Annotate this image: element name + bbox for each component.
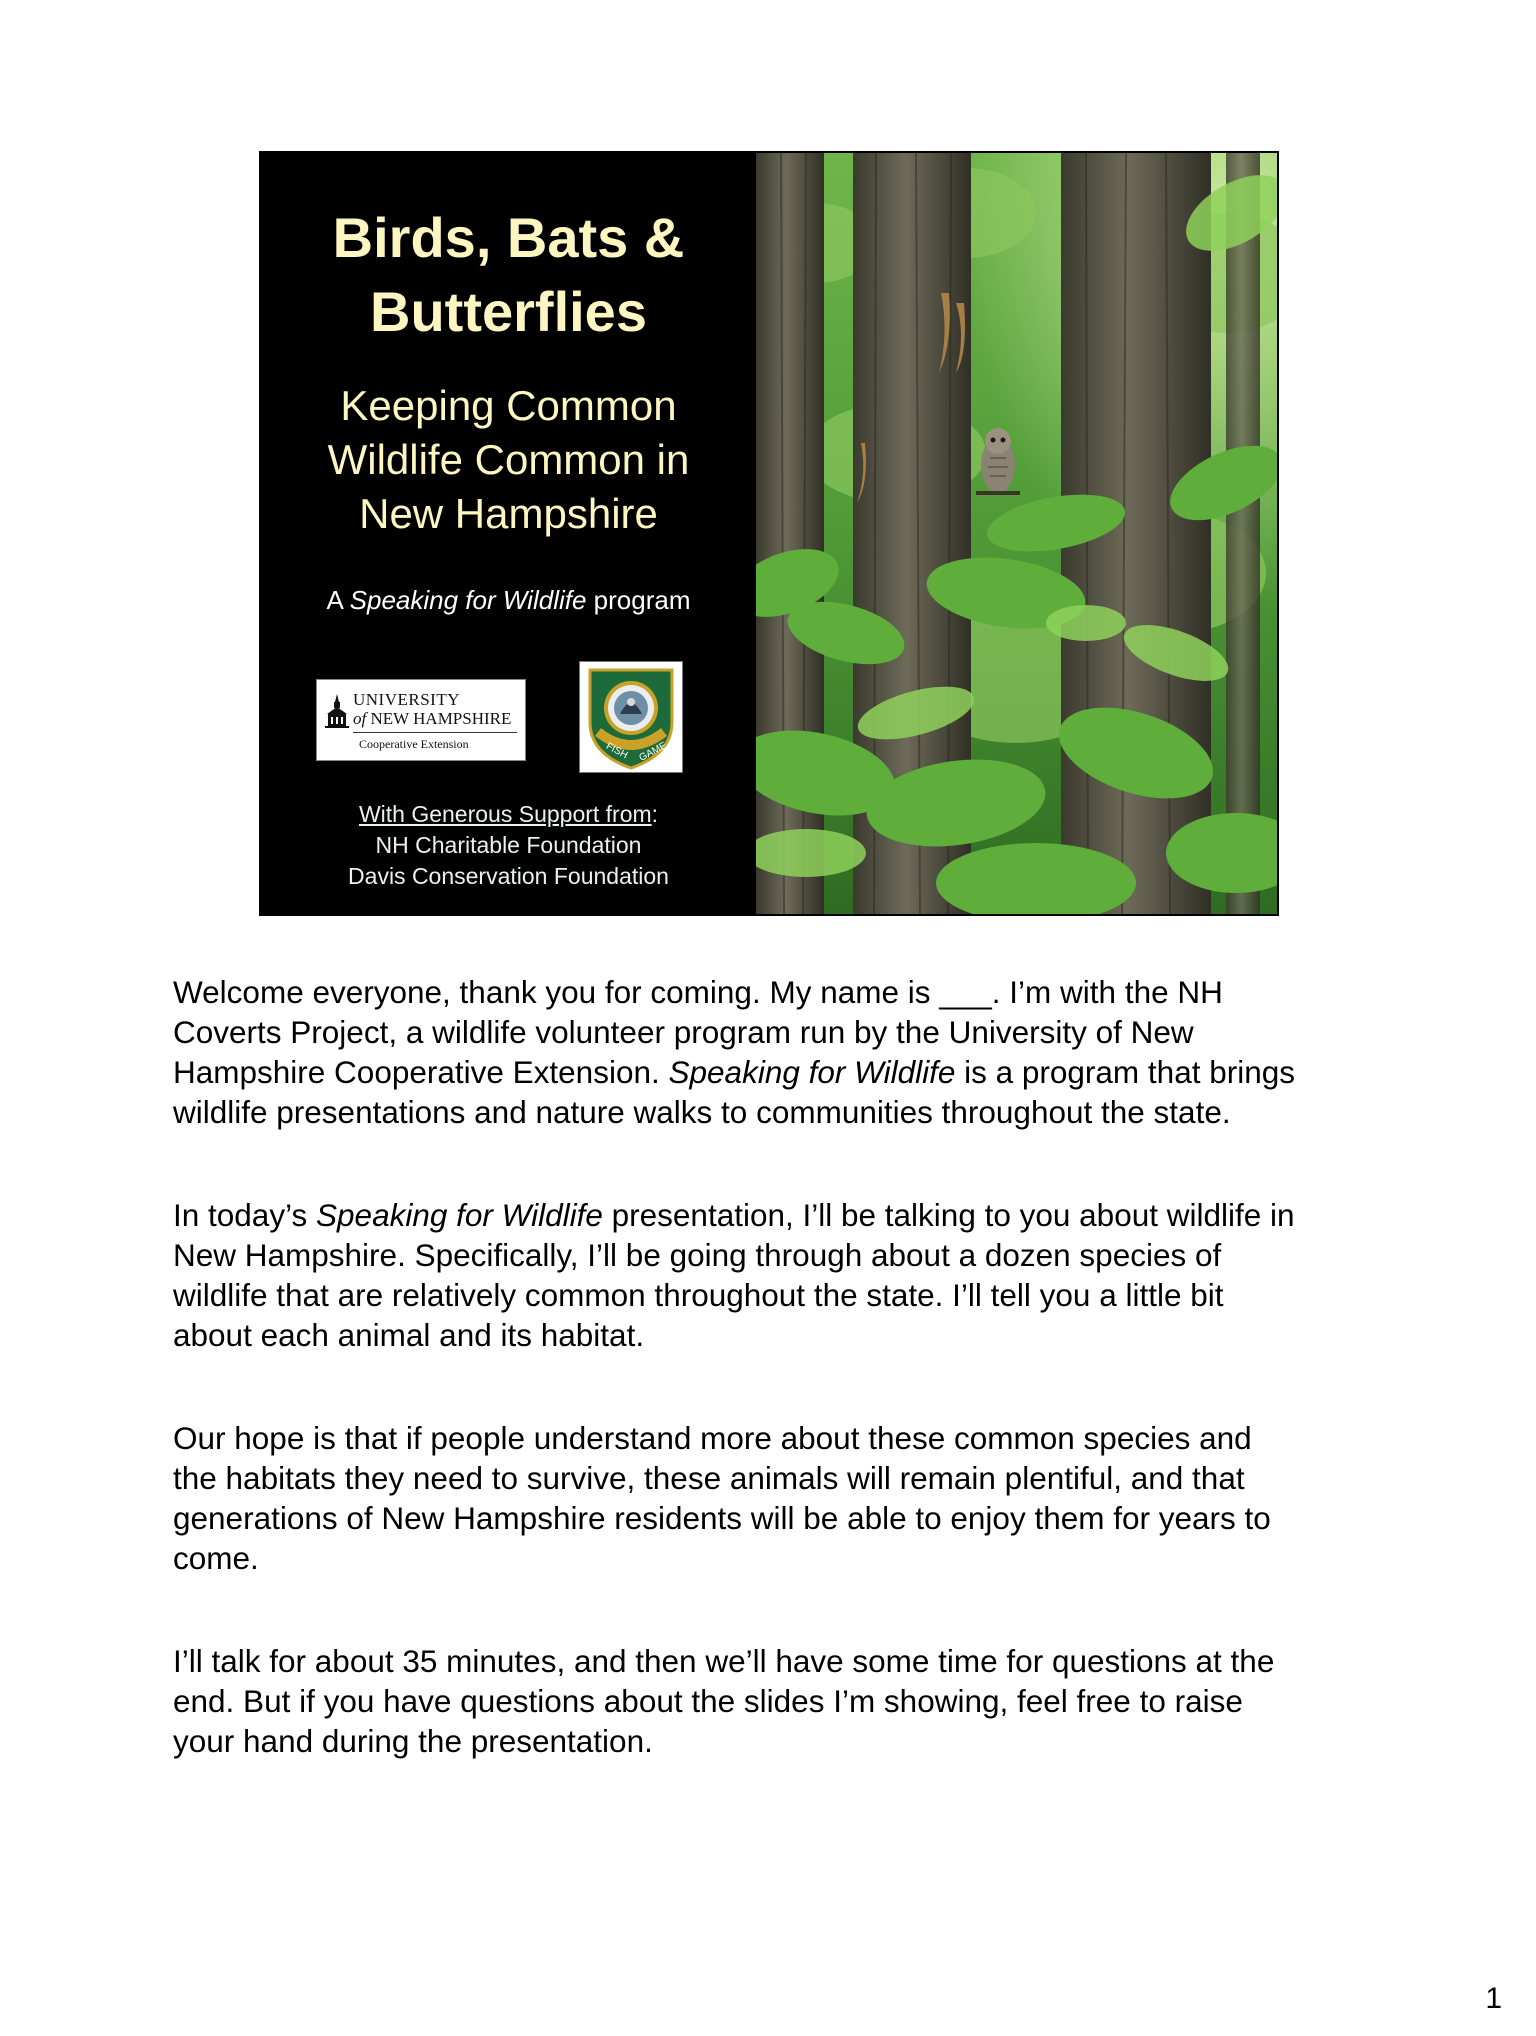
notes-line: Welcome everyone, thank you for coming. My name is ___. I’m with the NH	[173, 974, 1223, 1010]
slide-subtitle	[261, 379, 756, 541]
slide-title-line: Birds, Bats &	[332, 206, 685, 269]
notes-line	[173, 1052, 1373, 1092]
unh-cooperative-extension-logo	[316, 679, 526, 761]
notes-paragraph-1	[173, 972, 1373, 1132]
unh-logo-university: UNIVERSITY	[353, 690, 460, 709]
notes-line: your hand during the presentation.	[173, 1723, 653, 1759]
support-heading-text: With Generous Support from	[358, 801, 652, 827]
program-suffix: program	[586, 585, 691, 615]
fish-game-text-right: GAME	[637, 740, 669, 764]
support-credits	[261, 799, 756, 892]
nh-fish-and-game-shield-icon	[580, 662, 682, 772]
slide-subtitle-line: Keeping Common	[340, 382, 677, 429]
notes-line: Our hope is that if people understand more about these common species and	[173, 1420, 1252, 1456]
unh-logo-of: of	[353, 709, 367, 728]
forest-owl-photo	[756, 153, 1277, 914]
program-name: Speaking for Wildlife	[349, 585, 587, 615]
support-sponsor: NH Charitable Foundation	[375, 832, 642, 858]
notes-line: New Hampshire. Specifically, I’ll be going through about a dozen species of	[173, 1237, 1222, 1273]
notes-line: end. But if you have questions about the slides I’m showing, feel free to raise	[173, 1683, 1243, 1719]
slide-subtitle-line: New Hampshire	[359, 490, 658, 537]
support-heading	[261, 799, 756, 830]
slide-title	[261, 201, 756, 349]
notes-line: generations of New Hampshire residents will be able to enjoy them for years to	[173, 1500, 1271, 1536]
unh-logo-divider	[353, 732, 517, 733]
slide-text-panel	[261, 153, 756, 914]
notes-paragraph-3	[173, 1418, 1373, 1578]
page-number: 1	[1485, 1982, 1502, 2015]
speaker-notes	[173, 972, 1373, 1824]
notes-line	[173, 1195, 1373, 1235]
notes-paragraph-2	[173, 1195, 1373, 1355]
program-prefix: A	[326, 585, 350, 615]
notes-line: Coverts Project, a wildlife volunteer program run by the University of New	[173, 1014, 1194, 1050]
notes-text: presentation, I’ll be talking to you about wildlife in	[602, 1197, 1295, 1233]
forest-photo-illustration	[756, 153, 1277, 914]
notes-text: is a program that brings	[955, 1054, 1296, 1090]
title-slide	[259, 151, 1279, 916]
slide-title-line: Butterflies	[370, 280, 647, 343]
notes-line: I’ll talk for about 35 minutes, and then we’ll have some time for questions at the	[173, 1643, 1275, 1679]
notes-program-name: Speaking for Wildlife	[316, 1197, 603, 1233]
notes-line: the habitats they need to survive, these animals will remain plentiful, and that	[173, 1460, 1245, 1496]
slide-subtitle-line: Wildlife Common in	[327, 436, 690, 483]
notes-paragraph-4	[173, 1641, 1373, 1761]
notes-text: Hampshire Cooperative Extension.	[173, 1054, 669, 1090]
notes-line: come.	[173, 1540, 259, 1576]
support-sponsor: Davis Conservation Foundation	[348, 863, 669, 889]
notes-line: wildlife presentations and nature walks to communities throughout the state.	[173, 1094, 1231, 1130]
unh-logo-extension: Cooperative Extension	[359, 737, 469, 751]
notes-line: wildlife that are relatively common throughout the state. I’ll tell you a little bit	[173, 1277, 1224, 1313]
fish-game-text-left: FISH	[604, 740, 630, 762]
program-tagline	[261, 585, 756, 616]
notes-text: In today’s	[173, 1197, 317, 1233]
support-heading-colon: :	[651, 801, 659, 827]
nh-fish-and-game-logo	[579, 661, 683, 773]
notes-line: about each animal and its habitat.	[173, 1317, 645, 1353]
unh-logo-state	[353, 709, 511, 729]
notes-program-name: Speaking for Wildlife	[668, 1054, 956, 1090]
unh-logo-new-hampshire: NEW HAMPSHIRE	[366, 709, 512, 728]
unh-building-icon	[325, 694, 349, 728]
